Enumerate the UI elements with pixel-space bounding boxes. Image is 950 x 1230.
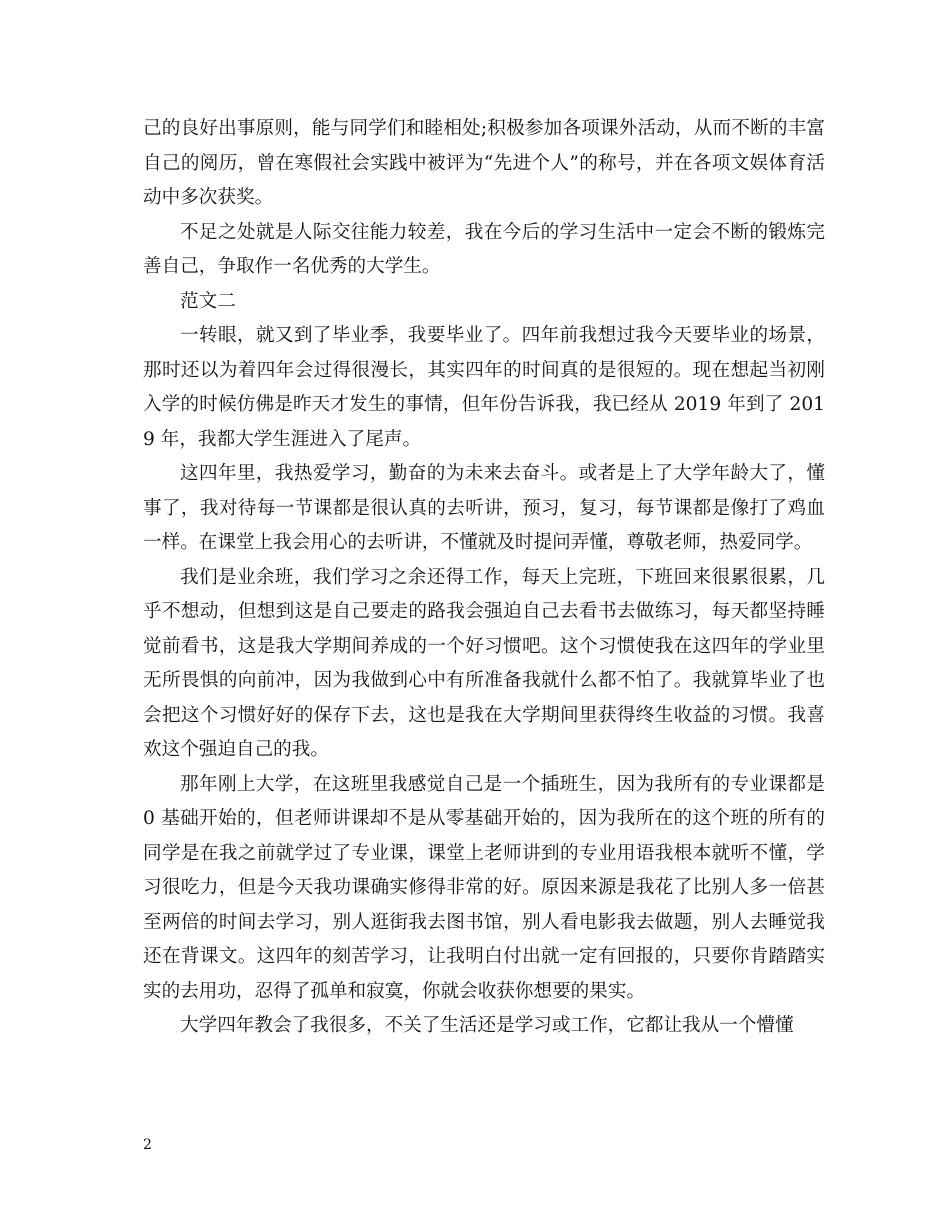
body-text: [143, 112, 825, 1044]
paragraph-lessons: 大学四年教会了我很多，不关了生活还是学习或工作，它都让我从一个懵懂: [180, 1015, 794, 1036]
page-number: 2: [143, 1137, 152, 1153]
paragraph-continued: 己的良好出事原则，能与同学们和睦相处;积极参加各项课外活动，从而不断的丰富自己的阅历，曾在寒假社会实践中被评为“先进个人”的称号，并在各项文娱体育活动中多次获奖。: [143, 118, 825, 208]
section-heading: 范文二: [180, 290, 236, 312]
paragraph-study: 这四年里，我热爱学习，勤奋的为未来去奋斗。或者是上了大学年龄大了，懂事了，我对待每一节课都是很认真的去听讲，预习，复习，每节课都是像打了鸡血一样。在课堂上我会用心的去听讲，不懂就及时提问弄懂，尊敬老师，热爱同学。: [143, 463, 825, 553]
paragraph-graduation: 一转眼，就又到了毕业季，我要毕业了。四年前我想过我今天要毕业的场景，那时还以为着四年会过得很漫长，其实四年的时间真的是很短的。现在想起当初刚入学的时候仿佛是昨天才发生的事情，但年份告诉我，我已经从 2019 年到了 2019 年，我都大学生涯进入了尾声。: [143, 325, 825, 450]
paragraph-shortcomings: 不足之处就是人际交往能力较差，我在今后的学习生活中一定会不断的锻炼完善自己，争取作一名优秀的大学生。: [143, 221, 825, 277]
paragraph-part-time-class: 我们是业余班，我们学习之余还得工作，每天上完班，下班回来很累很累，几乎不想动，但想到这是自己要走的路我会强迫自己去看书去做练习，每天都坚持睡觉前看书，这是我大学期间养成的一个好习惯吧。这个习惯使我在这四年的学业里无所畏惧的向前冲，因为我做到心中有所准备我就什么都不怕了。我就算毕业了也会把这个习惯好好的保存下去，这也是我在大学期间里获得终生收益的习惯。我喜欢这个强迫自己的我。: [143, 566, 825, 760]
paragraph-first-year: 那年刚上大学，在这班里我感觉自己是一个插班生，因为我所有的专业课都是 0 基础开始的，但老师讲课却不是从零基础开始的，因为我所在的这个班的所有的同学是在我之前就学过了专业课，课堂上老师讲到的专业用语我根本就听不懂，学习很吃力，但是今天我功课确实修得非常的好。原因来源是我花了比别人多一倍甚至两倍的时间去学习，别人逛街我去图书馆，别人看电影我去做题，别人去睡觉我还在背课文。这四年的刻苦学习，让我明白付出就一定有回报的，只要你肯踏踏实实的去用功，忍得了孤单和寂寞，你就会收获你想要的果实。: [143, 773, 825, 1002]
